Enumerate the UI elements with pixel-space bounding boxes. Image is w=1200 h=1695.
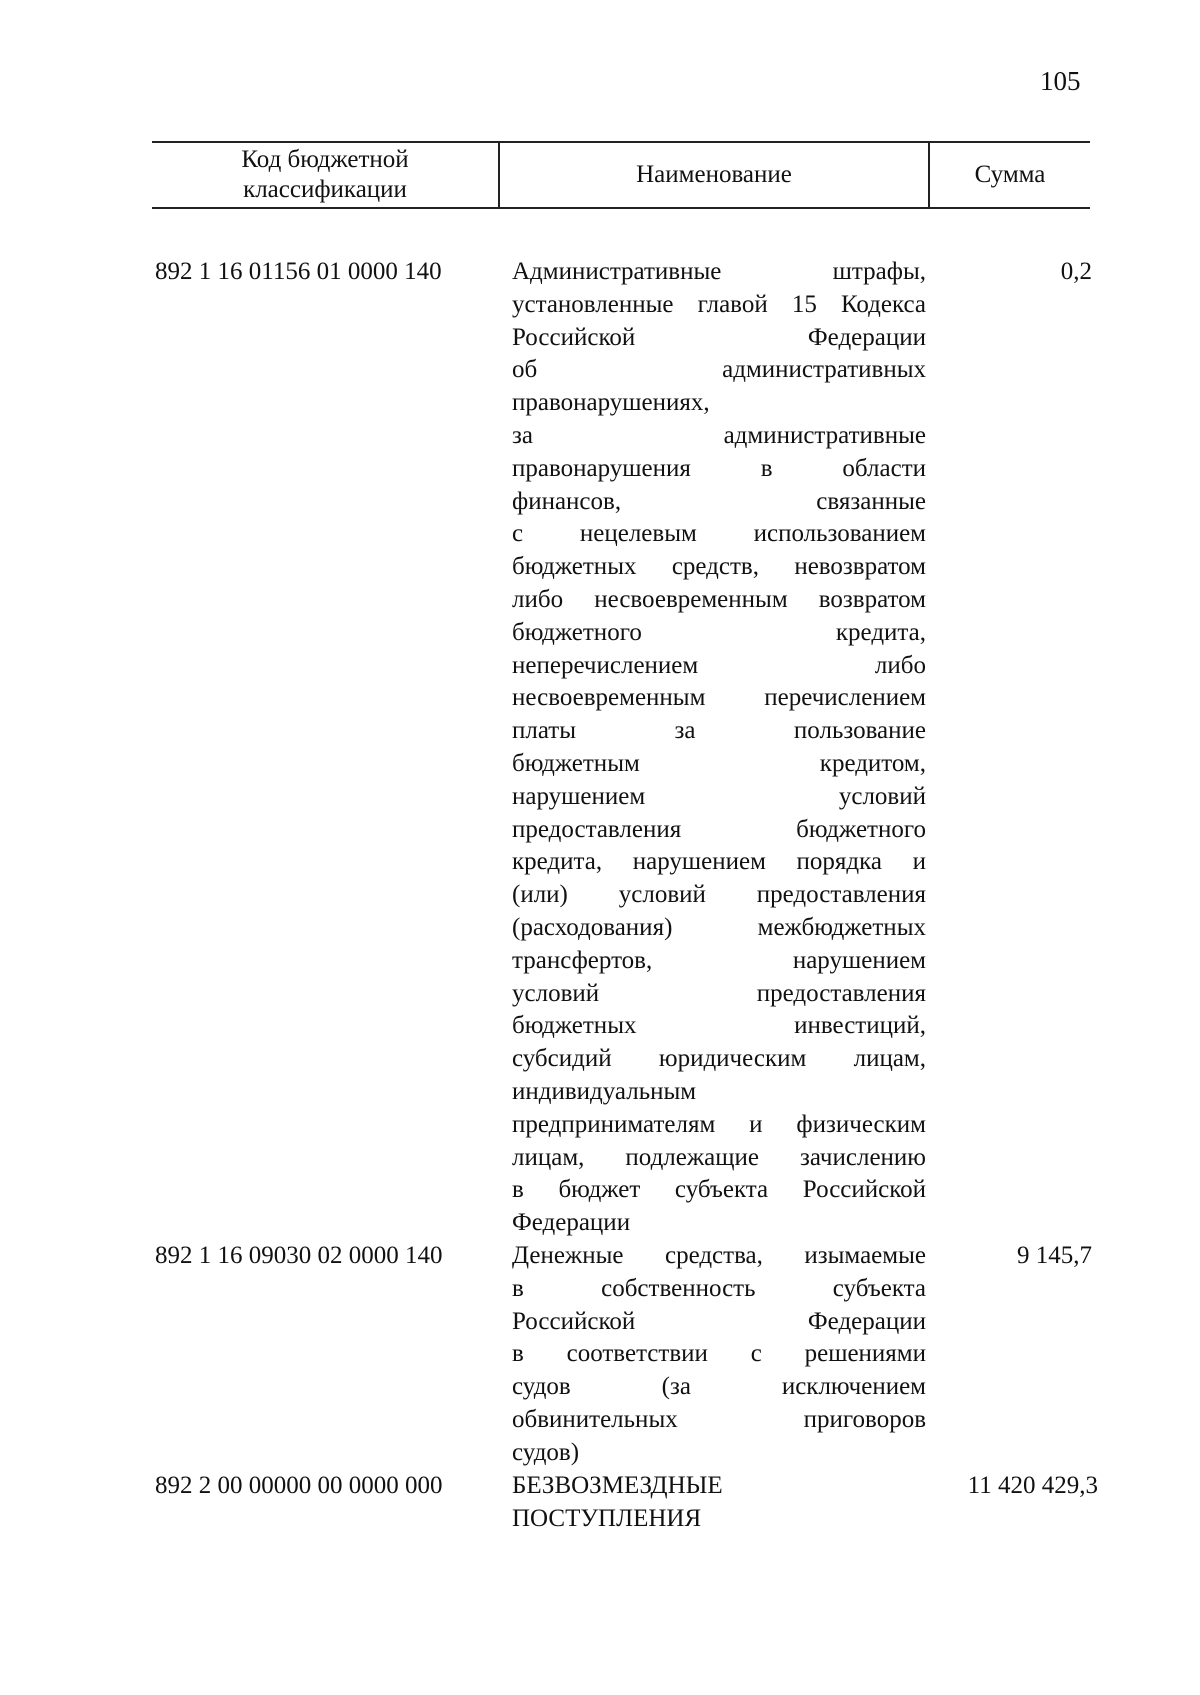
row-name: Денежные средства, изымаемые в собственность субъекта Российской Федерации в соответствии с решениями судов (за исключением обвинительных приговоров судов) (512, 1242, 926, 1466)
header-sum: Сумма (974, 161, 1046, 188)
header-name: Наименование (500, 143, 930, 207)
header-code-line2: классификации (243, 176, 407, 203)
table-header (152, 141, 1090, 209)
row-name: Административные штрафы, установленные главой 15 Кодекса Российской Федерации об административных правонарушениях, за административные правонарушения в области финансов, связанные с нецелевым использованием бюджетных средств, невозвратом либо несвоевременным возвратом бюджетного кредита, неперечислением либо несвоевременным перечислением платы за пользование бюджетным кредитом, нарушением условий предоставления бюджетного кредита, нарушением порядка и (или) условий предоставления (расходования) межбюджетных трансфертов, нарушением условий предоставления бюджетных инвестиций, субсидий юридическим лицам, индивидуальным предпринимателям и физическим лицам, подлежащие зачислению в бюджет субъекта Российской Федерации (512, 258, 926, 1237)
row-sum: 11 420 429,3 (967, 1472, 1098, 1499)
header-code (152, 143, 500, 207)
row-sum: 0,2 (1060, 258, 1092, 285)
row-code: 892 1 16 01156 01 0000 140 (155, 258, 442, 285)
row-sum: 9 145,7 (1017, 1242, 1092, 1269)
row-code: 892 1 16 09030 02 0000 140 (155, 1242, 443, 1269)
row-code: 892 2 00 00000 00 0000 000 (155, 1472, 443, 1499)
header-code-line1: Код бюджетной (241, 146, 409, 173)
page-number: 105 (1040, 66, 1081, 96)
row-name: БЕЗВОЗМЕЗДНЫЕ ПОСТУПЛЕНИЯ (512, 1472, 723, 1532)
